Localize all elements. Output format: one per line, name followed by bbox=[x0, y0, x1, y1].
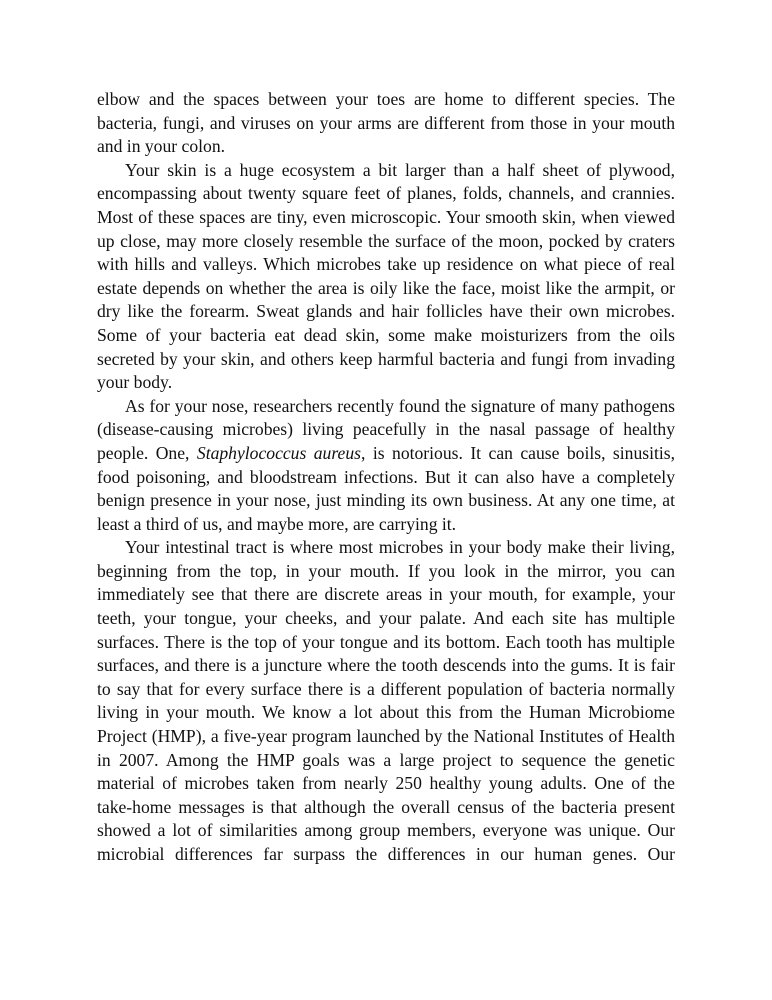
paragraph-text: Your intestinal tract is where most microbes in your body make their living, beginning from the top, in your mouth. If you look in the mirror, you can immediately see that there are discrete areas in your mouth, for example, your teeth, your tongue, your cheeks, and your palate. And each site has multiple surfaces. There is the top of your tongue and its bottom. Each tooth has multiple surfaces, and there is a juncture where the tooth descends into the gums. It is fair to say that for every surface there is a different population of bacteria normally living in your mouth. We know a lot about this from the Human Microbiome Project (HMP), a five-year program launched by the National Institutes of Health in 2007. Among the HMP goals was a large project to sequence the genetic material of microbes taken from nearly 250 healthy young adults. One of the take-home messages is that although the overall census of the bacteria present showed a lot of similarities among group members, everyone was unique. Our microbial differences far surpass the differences in our human genes. Our bbox=[97, 537, 675, 864]
paragraph-nose-pathogens bbox=[97, 395, 675, 537]
book-page bbox=[97, 88, 675, 867]
paragraph-intestinal-tract bbox=[97, 536, 675, 866]
paragraph-text: , is notorious. It can cause boils, sinusitis, food poisoning, and bloodstream infections. But it can also have a completely benign presence in your nose, just minding its own business. At any one time, at least a third of us, and maybe more, are carrying it. bbox=[97, 442, 675, 534]
paragraph-text: Your skin is a huge ecosystem a bit larger than a half sheet of plywood, encompassing about twenty square feet of planes, folds, channels, and crannies. Most of these spaces are tiny, even microscopic. Your smooth skin, when viewed up close, may more closely resemble the surface of the moon, pocked by craters with hills and valleys. Which microbes take up residence on what piece of real estate depends on whether the area is oily like the face, moist like the armpit, or dry like the forearm. Sweat glands and hair follicles have their own microbes. Some of your bacteria eat dead skin, some make moisturizers from the oils secreted by your skin, and others keep harmful bacteria and fungi from invading your body. bbox=[97, 159, 675, 393]
paragraph-text: elbow and the spaces between your toes are home to different species. The bacteria, fungi, and viruses on your arms are different from those in your mouth and in your colon. bbox=[97, 89, 675, 157]
paragraph-elbow-toes bbox=[97, 88, 675, 159]
paragraph-text: As for your nose, researchers recently found the signature of many pathogens (disease-causing microbes) living peacefully in the nasal passage of healthy people. One, bbox=[97, 395, 675, 463]
species-name-italic: Staphylococcus aureus bbox=[196, 442, 362, 463]
paragraph-skin-ecosystem bbox=[97, 159, 675, 395]
